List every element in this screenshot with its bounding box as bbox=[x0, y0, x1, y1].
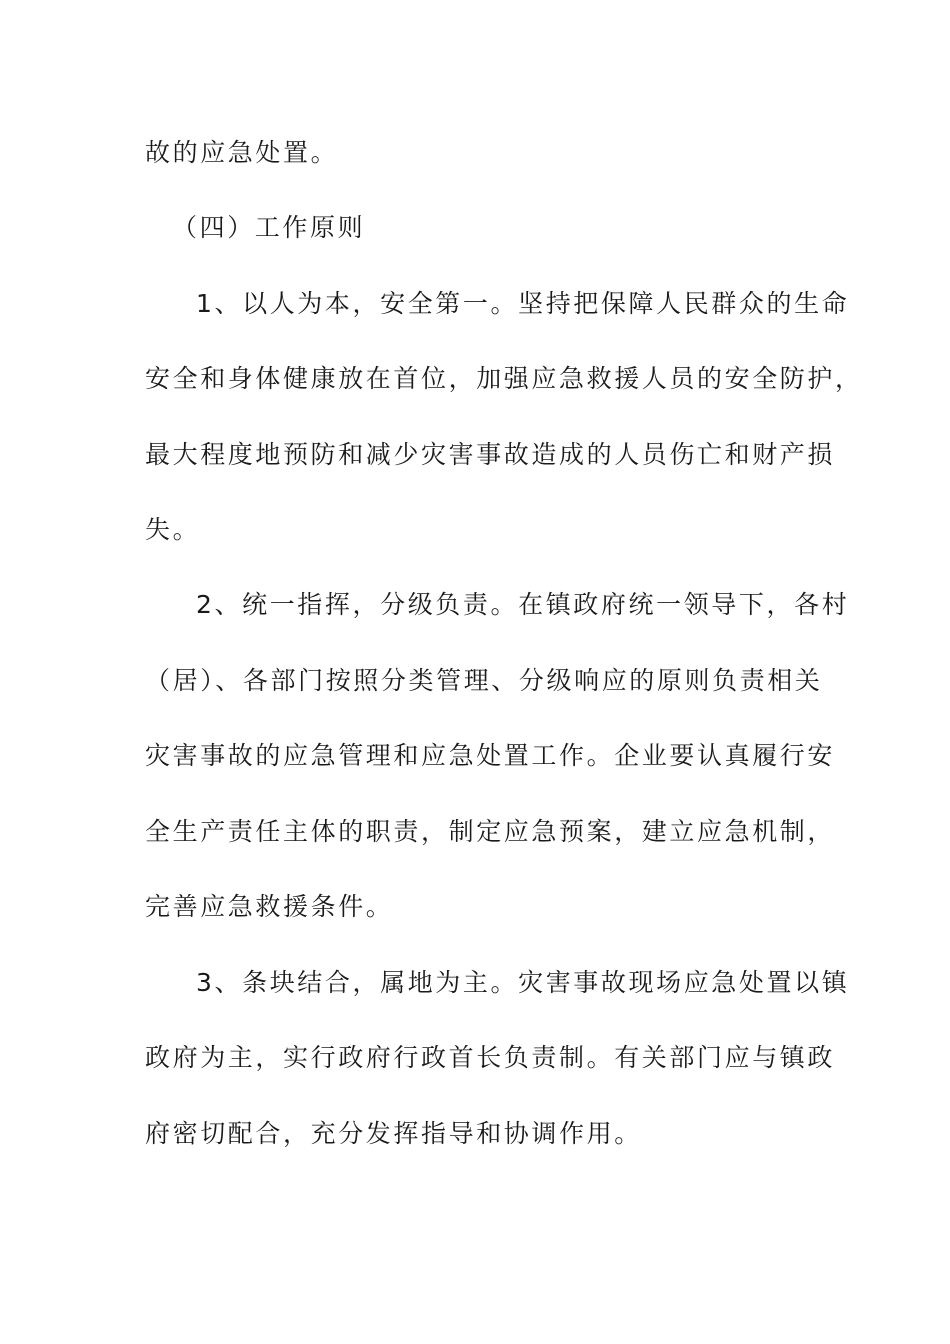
text-line: （居）、各部门按照分类管理、分级响应的原则负责相关 bbox=[145, 666, 823, 695]
text-line: 最大程度地预防和减少灾害事故造成的人员伤亡和财产损 bbox=[145, 440, 836, 469]
text-line: 完善应急救援条件。 bbox=[145, 892, 394, 921]
text-line: 2、统一指挥，分级负责。在镇政府统一领导下，各村 bbox=[196, 590, 850, 619]
text-line: 安全和身体健康放在首位，加强应急救援人员的安全防护， bbox=[145, 364, 863, 393]
text-line: 府密切配合，充分发挥指导和协调作用。 bbox=[145, 1119, 642, 1148]
text-line: 1、以人为本，安全第一。坚持把保障人民群众的生命 bbox=[196, 289, 850, 318]
text-line: 全生产责任主体的职责，制定应急预案，建立应急机制， bbox=[145, 817, 836, 846]
text-line: 故的应急处置。 bbox=[145, 138, 339, 167]
text-line: 3、条块结合，属地为主。灾害事故现场应急处置以镇 bbox=[196, 968, 850, 997]
text-line: 灾害事故的应急管理和应急处置工作。企业要认真履行安 bbox=[145, 741, 836, 770]
section-heading: （四）工作原则 bbox=[172, 213, 366, 242]
text-line: 政府为主，实行政府行政首长负责制。有关部门应与镇政 bbox=[145, 1043, 836, 1072]
text-line: 失。 bbox=[145, 515, 201, 544]
